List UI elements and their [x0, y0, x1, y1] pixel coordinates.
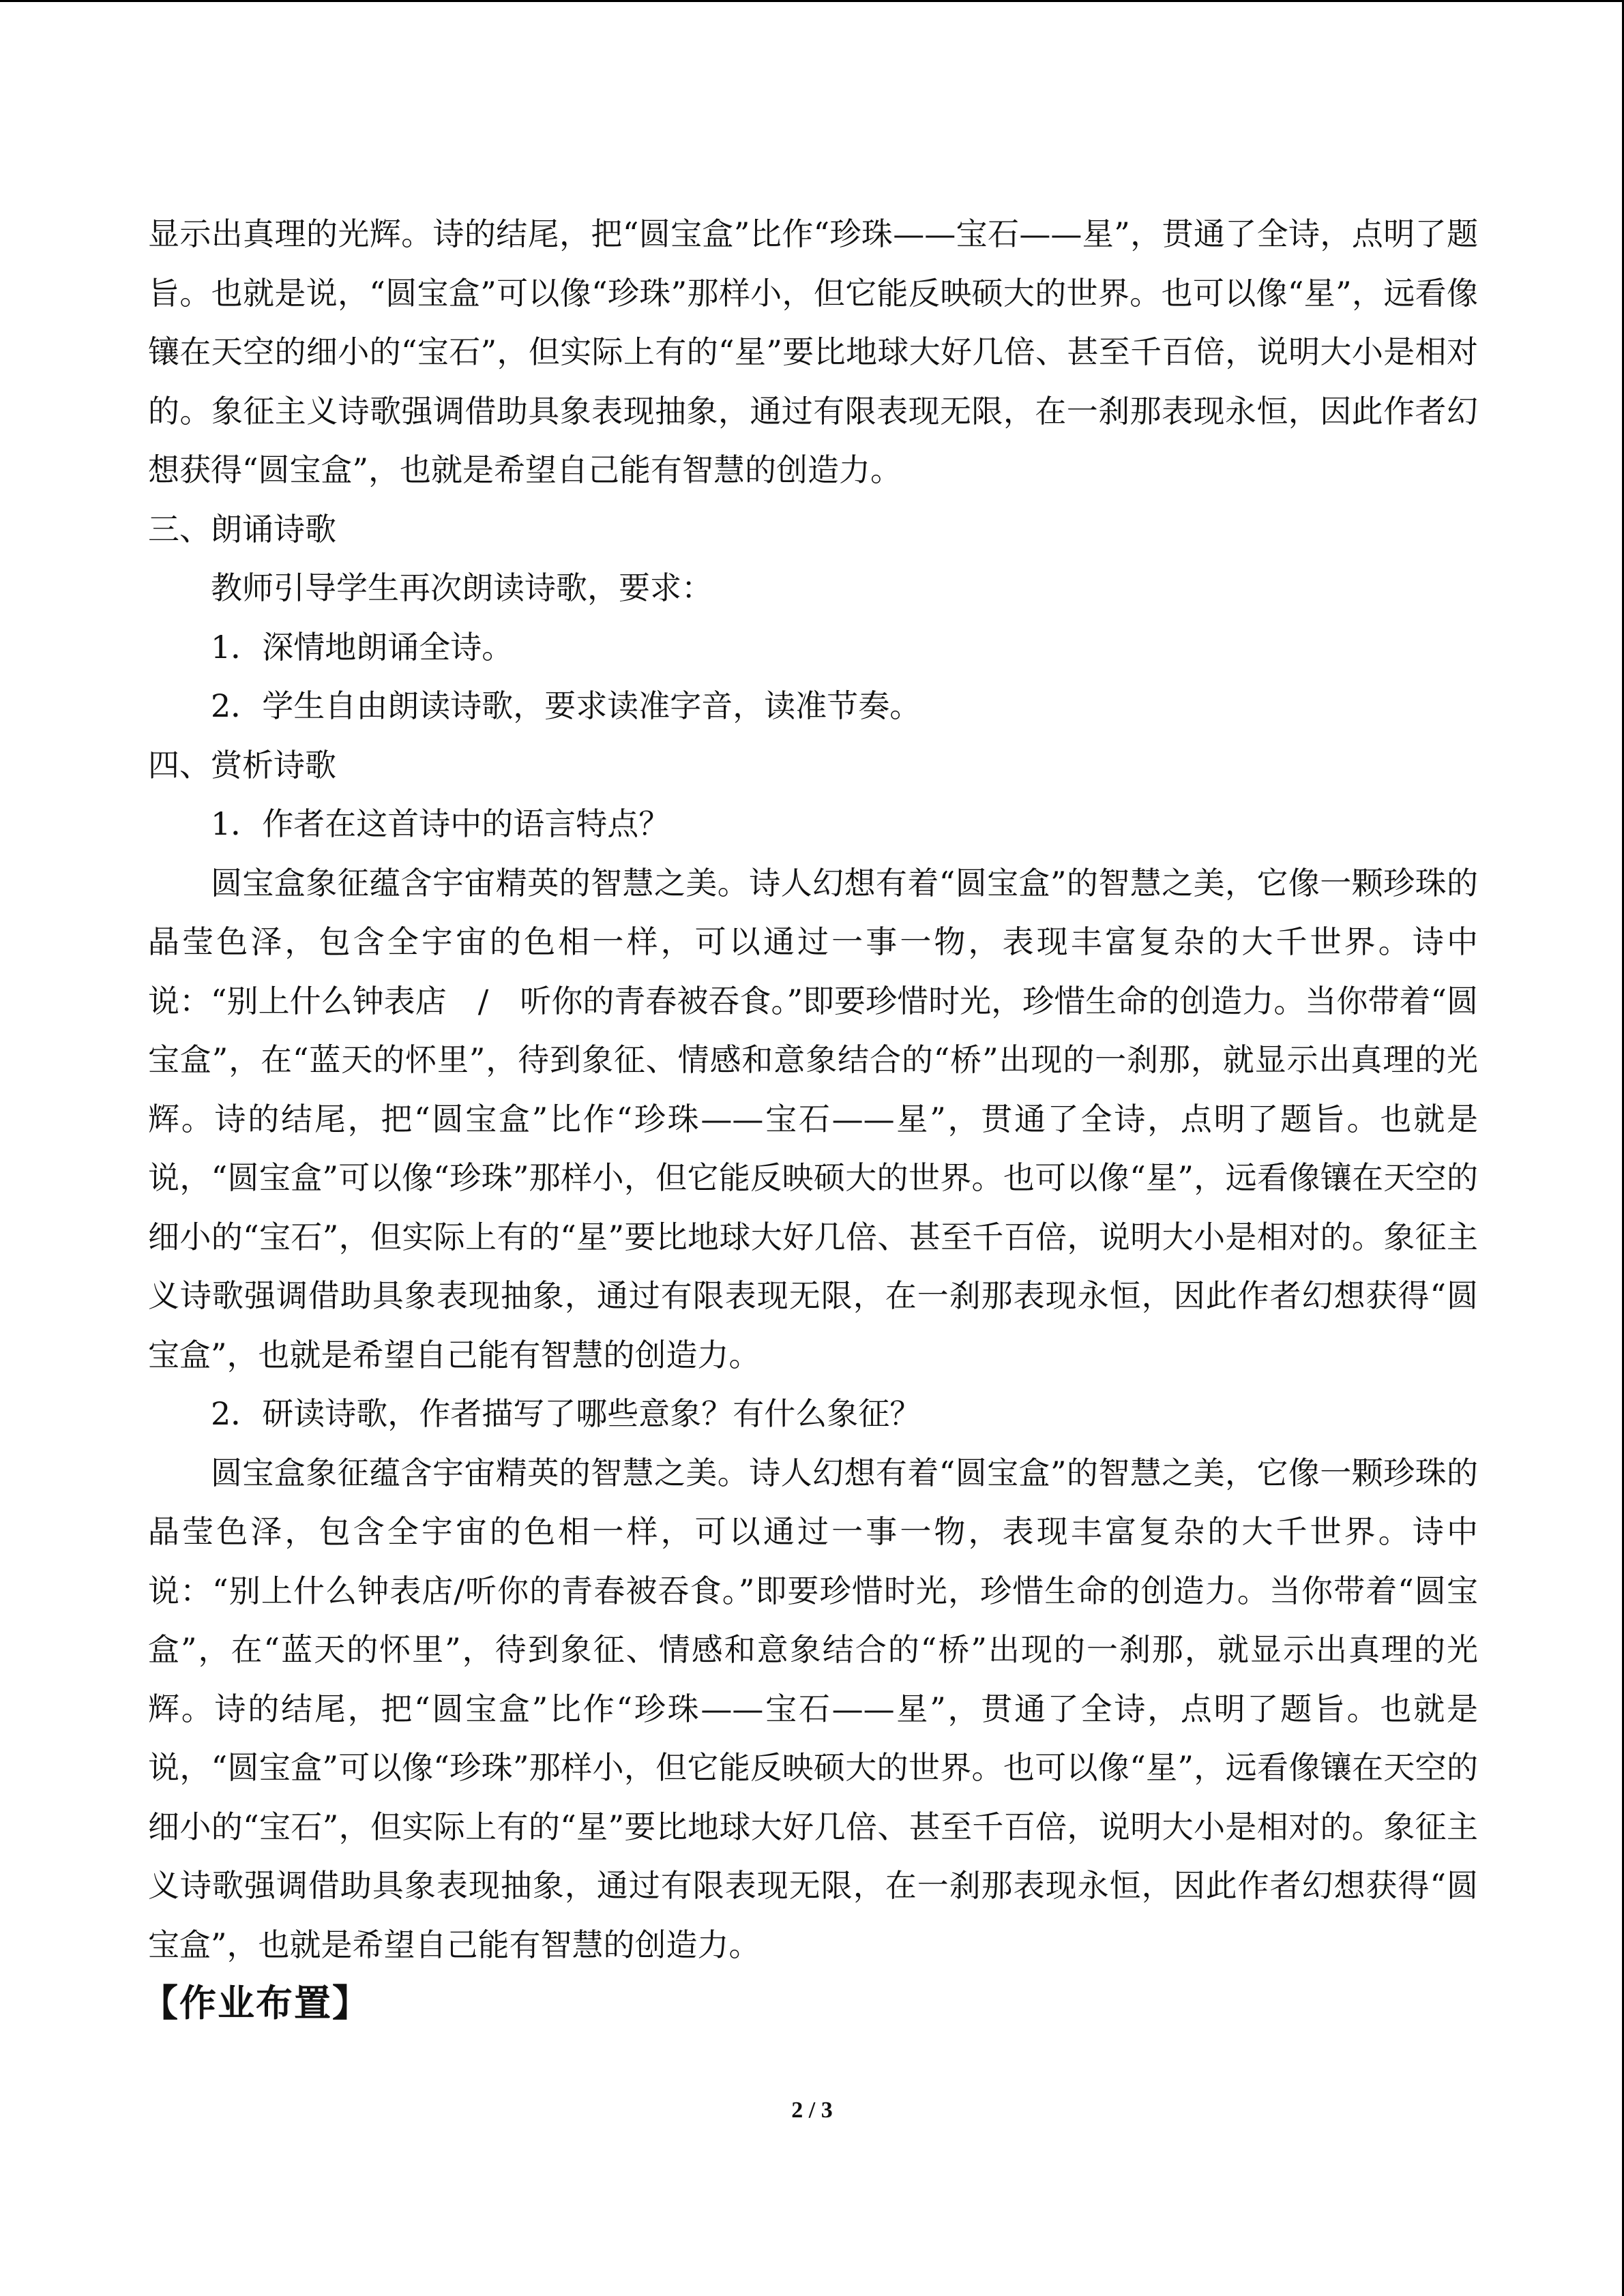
- paragraph-continued: 显示出真理的光辉。诗的结尾，把“圆宝盒”比作“珍珠——宝石——星”，贯通了全诗，点明了题旨。也就是说，“圆宝盒”可以像“珍珠”那样小，但它能反映硕大的世界。也可以像“星”，远看像镶在天空的细小的“宝石”，但实际上有的“星”要比地球大好几倍、甚至千百倍，说明大小是相对的。象征主义诗歌强调借助具象表现抽象，通过有限表现无限，在一刹那表现永恒，因此作者幻想获得“圆宝盒”，也就是希望自己能有智慧的创造力。: [148, 215, 1478, 488]
- homework-section-title: 【作业布置】: [141, 1982, 370, 2025]
- list-item-2: 2．学生自由朗读诗歌，要求读准字音，读准节奏。: [211, 687, 921, 724]
- question-2: 2．研读诗歌，作者描写了哪些意象？有什么象征？: [211, 1395, 921, 1432]
- page-border-top: [0, 0, 1624, 2]
- answer-2: 圆宝盒象征蕴含宇宙精英的智慧之美。诗人幻想有着“圆宝盒”的智慧之美，它像一颗珍珠的晶莹色泽，包含全宇宙的色相一样，可以通过一事一物，表现丰富复杂的大千世界。诗中说：“别上什么钟表店/听你的青春被吞食。”即要珍惜时光，珍惜生命的创造力。当你带着“圆宝盒”，在“蓝天的怀里”，待到象征、情感和意象结合的“桥”出现的一刹那，就显示出真理的光辉。诗的结尾，把“圆宝盒”比作“珍珠——宝石——星”，贯通了全诗，点明了题旨。也就是说，“圆宝盒”可以像“珍珠”那样小，但它能反映硕大的世界。也可以像“星”，远看像镶在天空的细小的“宝石”，但实际上有的“星”要比地球大好几倍、甚至千百倍，说明大小是相对的。象征主义诗歌强调借助具象表现抽象，通过有限表现无限，在一刹那表现永恒，因此作者幻想获得“圆宝盒”，也就是希望自己能有智慧的创造力。: [148, 1454, 1478, 1963]
- document-body: [141, 205, 1478, 2033]
- paragraph-teacher-guide: 教师引导学生再次朗读诗歌，要求：: [211, 569, 713, 606]
- heading-appreciate-poem: 四、赏析诗歌: [148, 746, 336, 784]
- heading-recite-poem: 三、朗诵诗歌: [148, 510, 336, 548]
- answer-1: 圆宝盒象征蕴含宇宙精英的智慧之美。诗人幻想有着“圆宝盒”的智慧之美，它像一颗珍珠的晶莹色泽，包含全宇宙的色相一样，可以通过一事一物，表现丰富复杂的大千世界。诗中说：“别上什么钟表店 / 听你的青春被吞食。”即要珍惜时光，珍惜生命的创造力。当你带着“圆宝盒”，在“蓝天的怀里”，待到象征、情感和意象结合的“桥”出现的一刹那，就显示出真理的光辉。诗的结尾，把“圆宝盒”比作“珍珠——宝石——星”，贯通了全诗，点明了题旨。也就是说，“圆宝盒”可以像“珍珠”那样小，但它能反映硕大的世界。也可以像“星”，远看像镶在天空的细小的“宝石”，但实际上有的“星”要比地球大好几倍、甚至千百倍，说明大小是相对的。象征主义诗歌强调借助具象表现抽象，通过有限表现无限，在一刹那表现永恒，因此作者幻想获得“圆宝盒”，也就是希望自己能有智慧的创造力。: [148, 864, 1478, 1373]
- list-item-1: 1．深情地朗诵全诗。: [211, 628, 514, 666]
- question-1: 1．作者在这首诗中的语言特点？: [211, 805, 670, 842]
- page-number: 2 / 3: [791, 2098, 833, 2123]
